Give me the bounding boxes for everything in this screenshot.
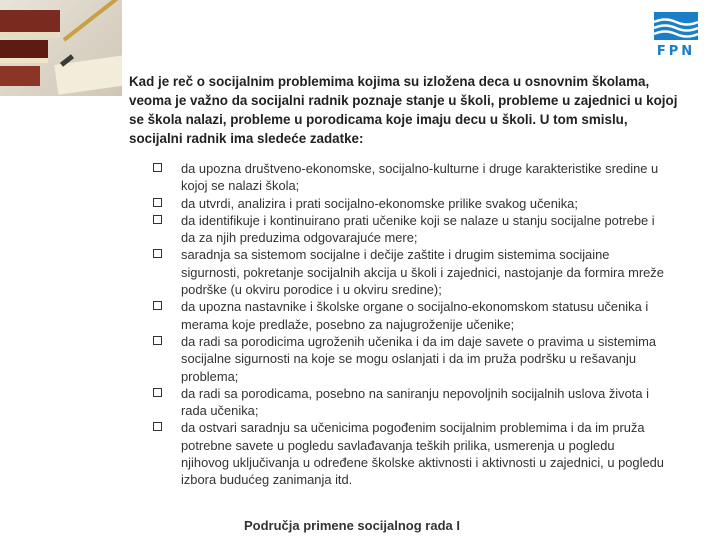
list-item: da ostvari saradnju sa učenicima pogođenim socijalnim problemima i da im pruža potrebne savete u pogledu savlađavanja teških prilika, usmerenja u pogledu njihovog uključivanja u određene školske aktivnosti i aktivnosti u zajednici, u pogledu izbora budućeg zanimanja itd. [153, 419, 708, 488]
list-item: da radi sa porodicima ugroženih učenika i da im daje savete o pravima u sistemima socijalne sigurnosti na koje se mogu oslanjati i da im pruža podršku u rešavanju problema; [153, 333, 708, 385]
logo-text: FPN [656, 44, 696, 59]
list-item: da utvrdi, analizira i prati socijalno-ekonomske prilike svakog učenika; [153, 195, 708, 212]
list-item: da upozna nastavnike i školske organe o socijalno-ekonomskom statusu učenika i merama koje predlaže, posebno za najugroženije učenike; [153, 298, 708, 333]
list-item: da identifikuje i kontinuirano prati učenike koji se nalaze u stanju socijalne potrebe i da za njih preduzima odgovarajuće mere; [153, 212, 708, 247]
list-item: saradnja sa sistemom socijalne i dečije zaštite i drugim sistemima socijaine sigurnosti, pokretanje socijalnih akcija u školi i zajednici, nastojanje da formira mreže podrške (u okviru porodice i u okviru sredine); [153, 246, 708, 298]
list-item: da upozna društveno-ekonomske, socijalno-kulturne i druge karakteristike sredine u kojoj se nalazi škola; [153, 160, 708, 195]
footer-title: Područja primene socijalnog rada I [243, 518, 460, 533]
checkbox-bullet-icon [153, 163, 162, 172]
books-pen-photo [0, 0, 122, 96]
checkbox-bullet-icon [153, 215, 162, 224]
checkbox-bullet-icon [153, 336, 162, 345]
checkbox-bullet-icon [153, 388, 162, 397]
checkbox-bullet-icon [153, 198, 162, 207]
task-list [153, 160, 708, 489]
checkbox-bullet-icon [153, 301, 162, 310]
checkbox-bullet-icon [153, 422, 162, 431]
intro-line: socijalni radnik ima sledeće zadatke: [129, 131, 364, 146]
slide-footer [0, 518, 720, 533]
fpn-logo [652, 12, 700, 62]
intro-paragraph [129, 72, 714, 148]
intro-line: se škola nalazi, probleme u porodicama koje imaju decu u školi. U tom smislu, [129, 112, 628, 127]
list-item: da radi sa porodicama, posebno na saniranju nepovoljnih socijalnih uslova života i rada učenika; [153, 385, 708, 420]
wave-logo-icon [654, 12, 698, 40]
intro-line: veoma je važno da socijalni radnik poznaje stanje u školi, probleme u zajednici u kojoj [129, 93, 678, 108]
intro-line: Kad je reč o socijalnim problemima kojima su izložena deca u osnovnim školama, [129, 74, 650, 89]
checkbox-bullet-icon [153, 249, 162, 258]
